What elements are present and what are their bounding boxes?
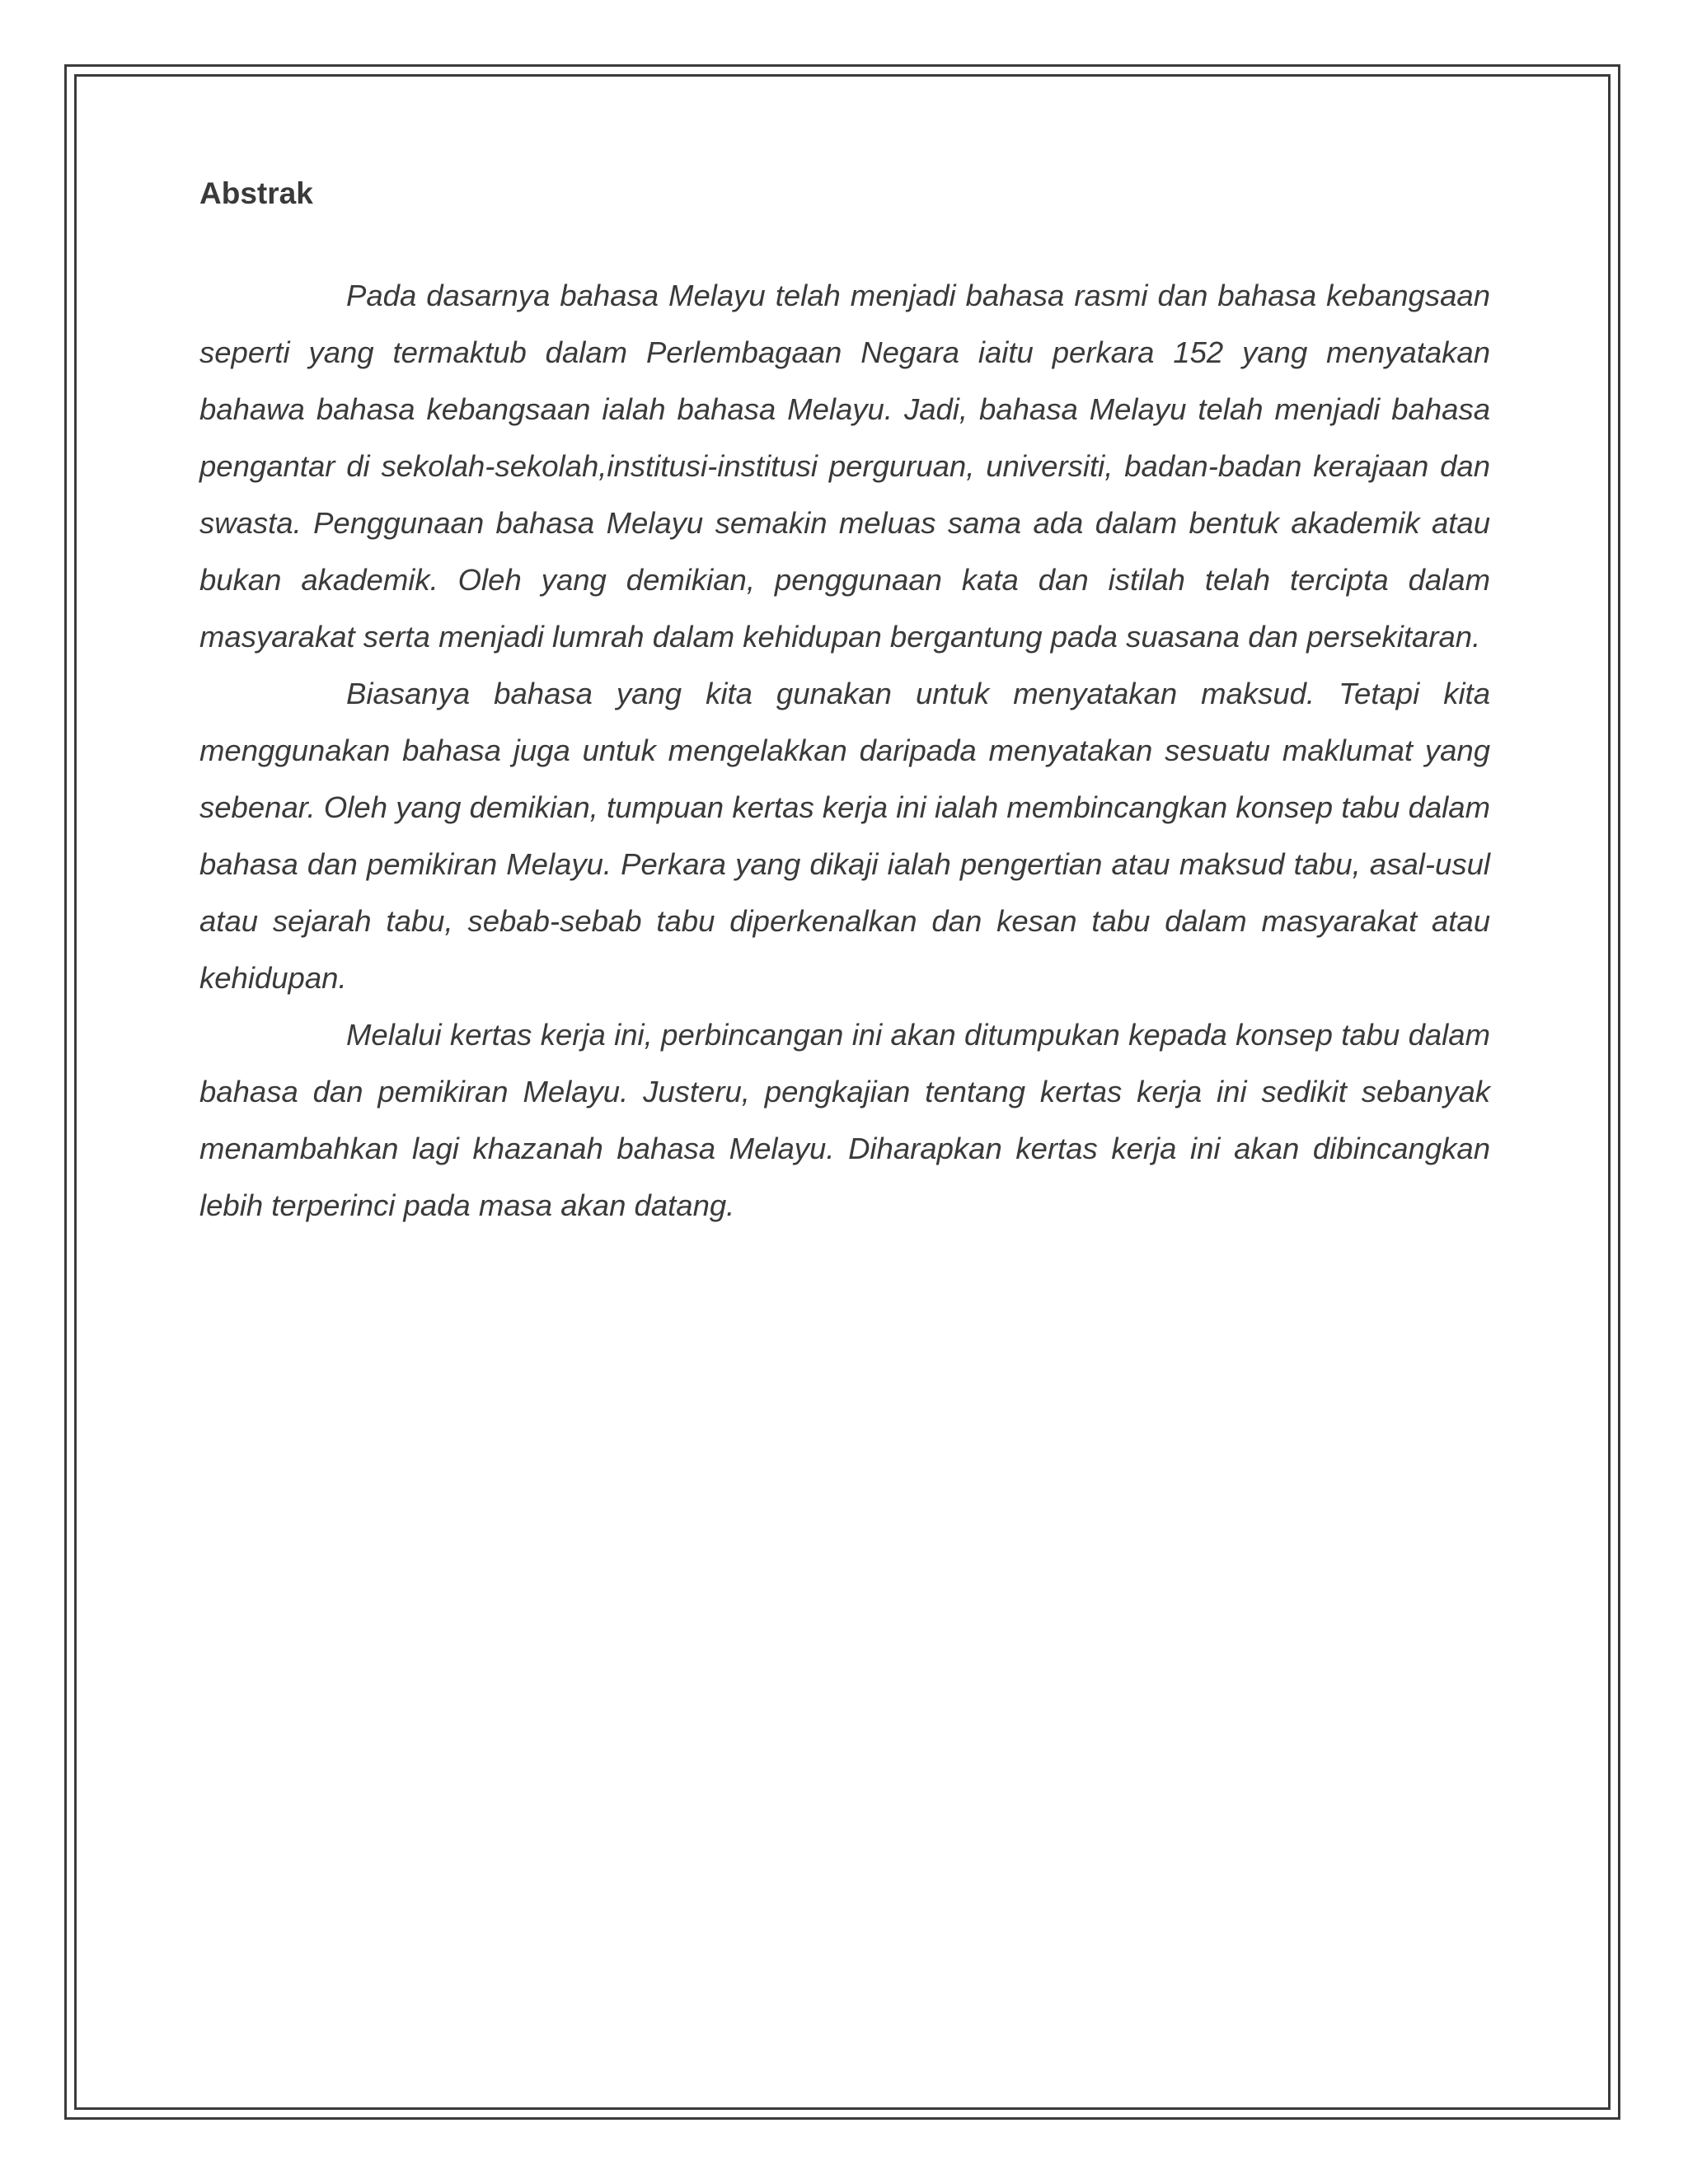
abstract-heading: Abstrak [199,176,313,210]
abstract-paragraph-1: Pada dasarnya bahasa Melayu telah menjadi bahasa rasmi dan bahasa kebangsaan seperti yang termaktub dalam Perlembagaan Negara iaitu perkara 152 yang menyatakan bahawa bahasa kebangsaan ialah bahasa Melayu. Jadi, bahasa Melayu telah menjadi bahasa pengantar di sekolah-sekolah,institusi-institusi perguruan, universiti, badan-badan kerajaan dan swasta. Penggunaan bahasa Melayu semakin meluas sama ada dalam bentuk akademik atau bukan akademik. Oleh yang demikian, penggunaan kata dan istilah telah tercipta dalam masyarakat serta menjadi lumrah dalam kehidupan bergantung pada suasana dan persekitaran. [199,279,1490,654]
abstract-section [199,175,1490,1234]
abstract-paragraph-2: Biasanya bahasa yang kita gunakan untuk menyatakan maksud. Tetapi kita menggunakan bahasa juga untuk mengelakkan daripada menyatakan sesuatu maklumat yang sebenar. Oleh yang demikian, tumpuan kertas kerja ini ialah membincangkan konsep tabu dalam bahasa dan pemikiran Melayu. Perkara yang dikaji ialah pengertian atau maksud tabu, asal-usul atau sejarah tabu, sebab-sebab tabu diperkenalkan dan kesan tabu dalam masyarakat atau kehidupan. [199,677,1490,995]
abstract-paragraph-3: Melalui kertas kerja ini, perbincangan ini akan ditumpukan kepada konsep tabu dalam bahasa dan pemikiran Melayu. Justeru, pengkajian tentang kertas kerja ini sedikit sebanyak menambahkan lagi khazanah bahasa Melayu. Diharapkan kertas kerja ini akan dibincangkan lebih terperinci pada masa akan datang. [199,1018,1490,1222]
